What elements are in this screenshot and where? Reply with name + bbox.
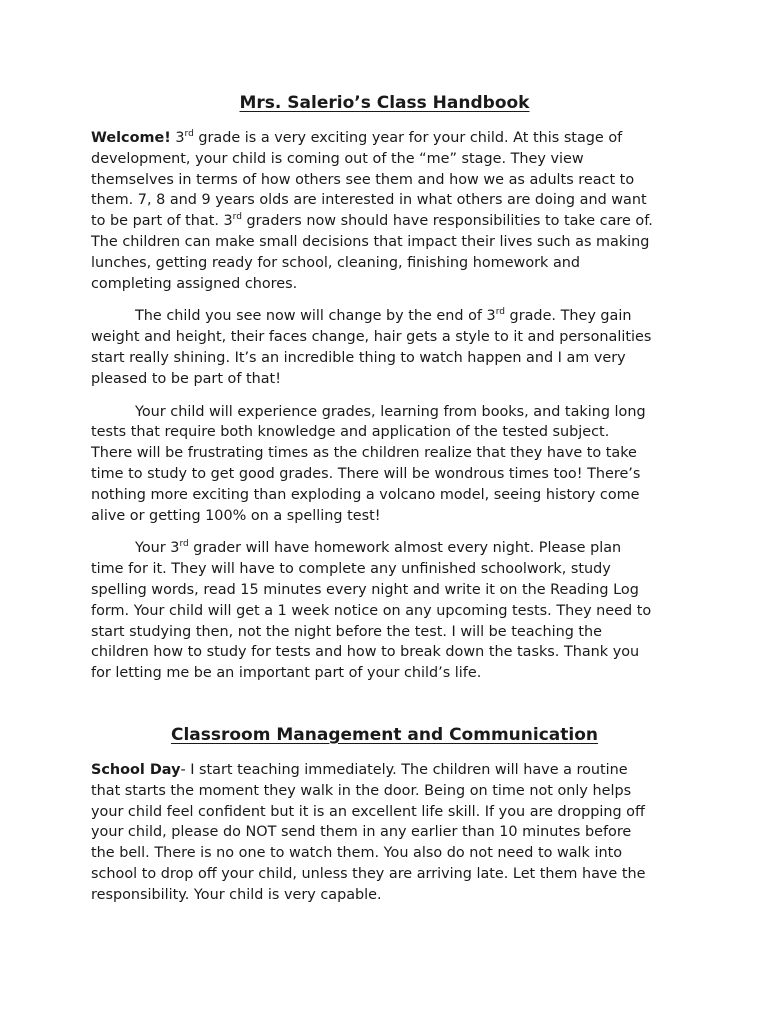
text-line: alive or getting 100% on a spelling test! [91, 507, 381, 524]
text-run: graders now should have responsibilities to take care of. [241, 213, 653, 230]
text-line [91, 760, 678, 781]
homework-paragraph [91, 538, 678, 684]
text-line: form. Your child will get a 1 week notice on any upcoming tests. They need to [91, 602, 652, 619]
text-line: children how to study for tests and how to break down the tasks. Thank you [91, 644, 640, 661]
text-line: themselves in terms of how others see them and how we as adults react to [91, 171, 635, 188]
text-line: There will be frustrating times as the children realize that they have to take [91, 445, 637, 462]
text-run: 3 [170, 130, 185, 146]
text-line: lunches, getting ready for school, cleaning, finishing homework and [91, 254, 581, 271]
text-line: nothing more exciting than exploding a volcano model, seeing history come [91, 486, 640, 503]
text-line: weight and height, their faces change, hair gets a style to it and personalities [91, 329, 652, 346]
change-paragraph [91, 306, 678, 389]
text-line: start studying then, not the night before the test. I will be teaching the [91, 623, 603, 640]
school-day-lead: School Day [91, 761, 181, 778]
section-title: Classroom Management and Communication [170, 724, 598, 745]
superscript: rd [232, 212, 242, 223]
text-run: grade is a very exciting year for your child. At this stage of [193, 130, 623, 146]
text-line: development, your child is coming out of the “me” stage. They view [91, 150, 584, 167]
welcome-paragraph [91, 128, 678, 294]
text-line: time to study to get good grades. There will be wondrous times too! There’s [91, 465, 641, 482]
text-line: time for it. They will have to complete any unfinished schoolwork, study [91, 561, 611, 578]
page-title: Mrs. Salerio’s Class Handbook [239, 93, 530, 113]
text-line: pleased to be part of that! [91, 370, 281, 387]
text-line [91, 306, 678, 327]
text-line: your child, please do NOT send them in any earlier than 10 minutes before [91, 824, 632, 841]
superscript: rd [184, 129, 194, 140]
text-line [91, 538, 678, 559]
text-line: that starts the moment they walk in the door. Being on time not only helps [91, 782, 632, 799]
text-run: to be part of that. 3 [91, 213, 233, 230]
text-line: responsibility. Your child is very capable. [91, 886, 382, 903]
school-day-paragraph [91, 760, 678, 906]
text-line: school to drop off your child, unless they are arriving late. Let them have the [91, 865, 646, 882]
text-run: grader will have homework almost every night. Please plan [188, 540, 622, 557]
text-line: tests that require both knowledge and application of the tested subject. [91, 424, 610, 441]
text-line: the bell. There is no one to watch them. You also do not need to walk into [91, 845, 623, 862]
text-line: for letting me be an important part of your child’s life. [91, 665, 482, 682]
superscript: rd [495, 307, 505, 318]
welcome-lead: Welcome! [91, 130, 171, 146]
text-run: The child you see now will change by the end of 3 [135, 308, 496, 325]
text-line: start really shining. It’s an incredible thing to watch happen and I am very [91, 349, 626, 366]
text-line [91, 211, 678, 232]
grades-paragraph [91, 402, 678, 527]
text-line: Your child will experience grades, learning from books, and taking long [135, 403, 646, 420]
text-line: spelling words, read 15 minutes every night and write it on the Reading Log [91, 581, 639, 598]
text-line [91, 128, 678, 149]
text-line: your child feel confident but it is an excellent life skill. If you are dropping off [91, 803, 645, 820]
text-line: The children can make small decisions that impact their lives such as making [91, 233, 650, 250]
text-line: completing assigned chores. [91, 275, 298, 292]
text-run: - I start teaching immediately. The children will have a routine [180, 761, 628, 778]
text-run: grade. They gain [504, 308, 632, 325]
superscript: rd [179, 539, 189, 550]
text-run: Your 3 [135, 540, 180, 557]
text-line: them. 7, 8 and 9 years olds are interested in what others are doing and want [91, 192, 647, 209]
